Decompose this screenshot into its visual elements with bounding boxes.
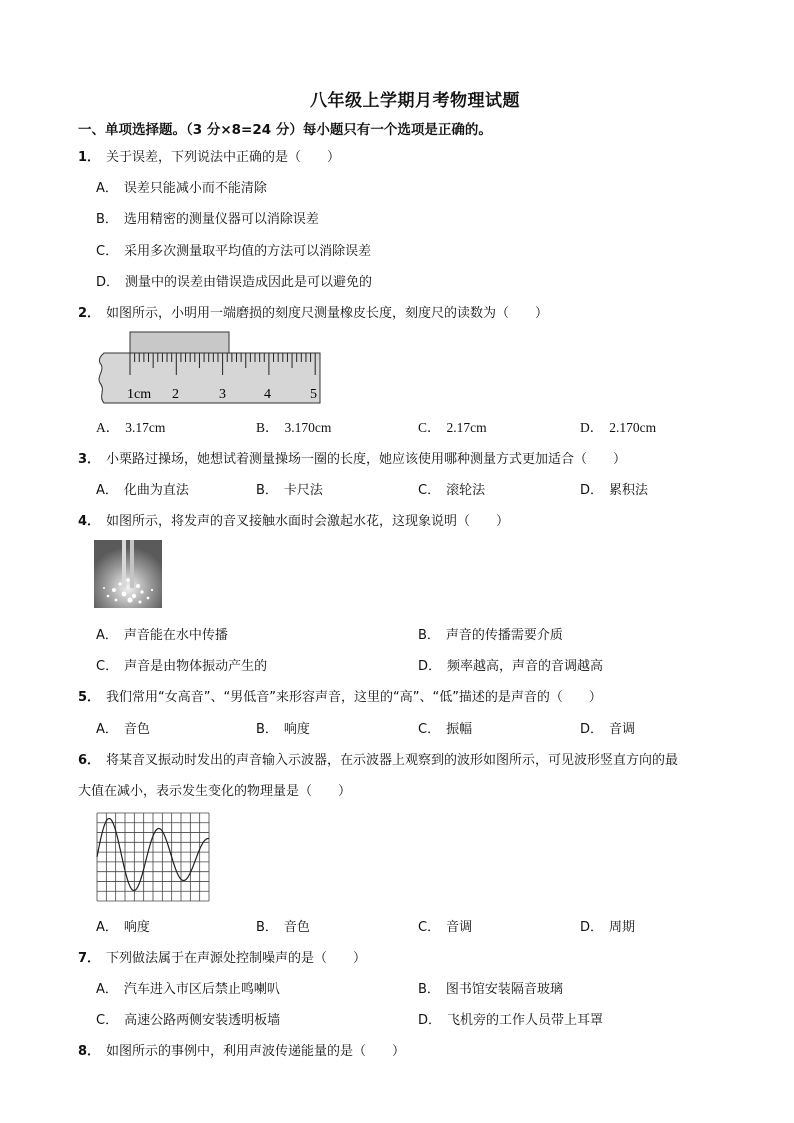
option-text: 2.170cm	[609, 420, 657, 435]
question-2	[78, 302, 548, 321]
option-text: 图书馆安装隔音玻璃	[445, 982, 563, 997]
water-droplet	[107, 595, 110, 598]
question-number: 3．	[78, 452, 101, 467]
option-text: 3.170cm	[284, 420, 332, 435]
q2-option-a[interactable]	[96, 416, 165, 436]
fork-prong-left	[122, 540, 126, 588]
q1-option-d[interactable]	[96, 271, 372, 290]
eraser	[130, 332, 229, 353]
option-letter: B．	[256, 722, 278, 737]
ruler-label-2: 2	[172, 387, 179, 402]
water-droplet	[112, 588, 116, 592]
option-letter: A．	[96, 920, 118, 935]
option-letter: B．	[96, 212, 118, 227]
question-text: 如图所示的事例中，利用声波传递能量的是（ ）	[106, 1044, 406, 1059]
question-8	[78, 1040, 405, 1059]
option-letter: D．	[418, 1013, 442, 1028]
question-text: 小栗路过操场，她想试着测量操场一圈的长度，她应该使用哪种测量方式更加适合（ ）	[106, 452, 627, 467]
option-text: 采用多次测量取平均值的方法可以消除误差	[124, 244, 372, 259]
option-text: 振幅	[446, 722, 473, 737]
option-letter: C．	[418, 722, 441, 737]
option-text: 周期	[609, 920, 636, 935]
option-text: 音色	[123, 722, 150, 737]
ruler-label-1cm: 1cm	[127, 387, 152, 402]
option-text: 汽车进入市区后禁止鸣喇叭	[123, 982, 280, 997]
option-text: 频率越高，声音的音调越高	[447, 659, 604, 674]
option-letter: B．	[256, 483, 278, 498]
option-text: 误差只能减小而不能清除	[123, 181, 267, 196]
option-text: 声音的传播需要介质	[445, 628, 563, 643]
ruler-figure	[94, 330, 326, 406]
water-droplet	[126, 578, 130, 582]
question-number: 5．	[78, 690, 101, 705]
ruler-label-4: 4	[264, 387, 271, 402]
q4-option-d[interactable]	[418, 655, 603, 674]
question-5	[78, 686, 602, 705]
question-number: 7．	[78, 951, 101, 966]
option-letter: D．	[418, 659, 442, 674]
option-text: 选用精密的测量仪器可以消除误差	[123, 212, 319, 227]
q1-option-a[interactable]	[96, 177, 267, 196]
option-text: 测量中的误差由错误造成因此是可以避免的	[125, 275, 373, 290]
option-letter: C．	[418, 483, 441, 498]
question-6	[78, 749, 678, 768]
water-droplet	[132, 594, 136, 598]
q5-option-b[interactable]	[256, 718, 310, 737]
option-letter: B．	[418, 982, 440, 997]
q2-option-d[interactable]	[580, 416, 656, 436]
option-text: 3.17cm	[125, 420, 166, 435]
option-text: 响度	[123, 920, 150, 935]
q6-option-d[interactable]	[580, 916, 635, 935]
oscilloscope-waveform	[96, 812, 210, 902]
option-text: 响度	[283, 722, 310, 737]
water-droplet	[127, 597, 132, 602]
q3-option-b[interactable]	[256, 479, 323, 498]
water-droplet	[103, 587, 105, 589]
option-letter: C．	[418, 420, 441, 435]
q1-option-b[interactable]	[96, 208, 319, 227]
option-text: 滚轮法	[446, 483, 486, 498]
option-text: 音调	[609, 722, 636, 737]
q4-option-c[interactable]	[96, 655, 267, 674]
fork-prong-right	[130, 540, 134, 588]
option-letter: B．	[256, 920, 278, 935]
option-text: 高速公路两侧安装透明板墙	[124, 1013, 281, 1028]
question-7	[78, 947, 366, 966]
option-text: 音调	[446, 920, 473, 935]
q4-option-a[interactable]	[96, 624, 228, 643]
page-title: 八年级上学期月考物理试题	[310, 91, 520, 111]
q2-option-b[interactable]	[256, 416, 331, 436]
q6-option-a[interactable]	[96, 916, 150, 935]
question-number: 4．	[78, 514, 101, 529]
q7-option-c[interactable]	[96, 1009, 280, 1028]
option-letter: D．	[580, 420, 604, 435]
q2-option-c[interactable]	[418, 416, 487, 436]
q6-option-b[interactable]	[256, 916, 310, 935]
question-text: 如图所示，小明用一端磨损的刻度尺测量橡皮长度，刻度尺的读数为（ ）	[106, 306, 549, 321]
question-4	[78, 510, 509, 529]
q7-option-d[interactable]	[418, 1009, 603, 1028]
option-letter: A．	[96, 181, 118, 196]
q1-option-c[interactable]	[96, 240, 371, 259]
section-heading: 一、单项选择题。（3 分×8=24 分）每小题只有一个选项是正确的。	[78, 122, 492, 138]
question-text: 关于误差，下列说法中正确的是（ ）	[106, 150, 341, 165]
q7-option-b[interactable]	[418, 978, 563, 997]
question-text: 将某音叉振动时发出的声音输入示波器，在示波器上观察到的波形如图所示，可见波形竖直方向的最	[106, 753, 679, 768]
option-text: 累积法	[609, 483, 649, 498]
option-letter: B．	[256, 420, 279, 435]
question-number: 1．	[78, 150, 101, 165]
option-letter: C．	[418, 920, 441, 935]
tuning-fork-photo	[94, 540, 162, 608]
q3-option-c[interactable]	[418, 479, 485, 498]
water-droplet	[140, 590, 143, 593]
option-letter: A．	[96, 628, 118, 643]
question-1	[78, 146, 340, 165]
question-6-continued: 大值在减小，表示发生变化的物理量是（ ）	[78, 784, 352, 799]
q4-option-b[interactable]	[418, 624, 563, 643]
q5-option-d[interactable]	[580, 718, 635, 737]
question-text: 如图所示，将发声的音叉接触水面时会激起水花，这现象说明（ ）	[106, 514, 510, 529]
option-text: 2.17cm	[446, 420, 487, 435]
option-letter: A．	[96, 982, 118, 997]
option-text: 卡尺法	[283, 483, 323, 498]
q5-option-c[interactable]	[418, 718, 472, 737]
q3-option-a[interactable]	[96, 479, 189, 498]
q5-option-a[interactable]	[96, 718, 150, 737]
question-number: 6．	[78, 753, 101, 768]
option-letter: C．	[96, 659, 119, 674]
q7-option-a[interactable]	[96, 978, 280, 997]
option-text: 化曲为直法	[123, 483, 189, 498]
water-droplet	[115, 599, 118, 602]
option-letter: D．	[580, 722, 604, 737]
option-text: 声音能在水中传播	[123, 628, 228, 643]
option-letter: A．	[96, 483, 118, 498]
water-droplet	[122, 592, 127, 597]
option-text: 声音是由物体振动产生的	[124, 659, 268, 674]
water-droplet	[119, 583, 122, 586]
option-letter: A．	[96, 722, 118, 737]
water-droplet	[136, 584, 140, 588]
water-droplet	[151, 589, 153, 591]
option-letter: C．	[96, 1013, 119, 1028]
question-3	[78, 448, 626, 467]
question-text: 下列做法属于在声源处控制噪声的是（ ）	[106, 951, 367, 966]
option-letter: D．	[580, 483, 604, 498]
ruler-label-3: 3	[219, 387, 226, 402]
question-number: 8．	[78, 1044, 101, 1059]
q3-option-d[interactable]	[580, 479, 648, 498]
option-letter: A．	[96, 420, 120, 435]
option-text: 音色	[283, 920, 310, 935]
ruler-label-5: 5	[310, 387, 317, 402]
q6-option-c[interactable]	[418, 916, 472, 935]
option-letter: B．	[418, 628, 440, 643]
question-number: 2．	[78, 306, 101, 321]
option-letter: C．	[96, 244, 119, 259]
option-letter: D．	[96, 275, 120, 290]
question-text: 我们常用“女高音”、“男低音”来形容声音，这里的“高”、“低”描述的是声音的（ ）	[106, 690, 602, 705]
option-text: 飞机旁的工作人员带上耳罩	[447, 1013, 604, 1028]
water-droplet	[139, 601, 142, 604]
water-droplet	[147, 597, 150, 600]
option-letter: D．	[580, 920, 604, 935]
